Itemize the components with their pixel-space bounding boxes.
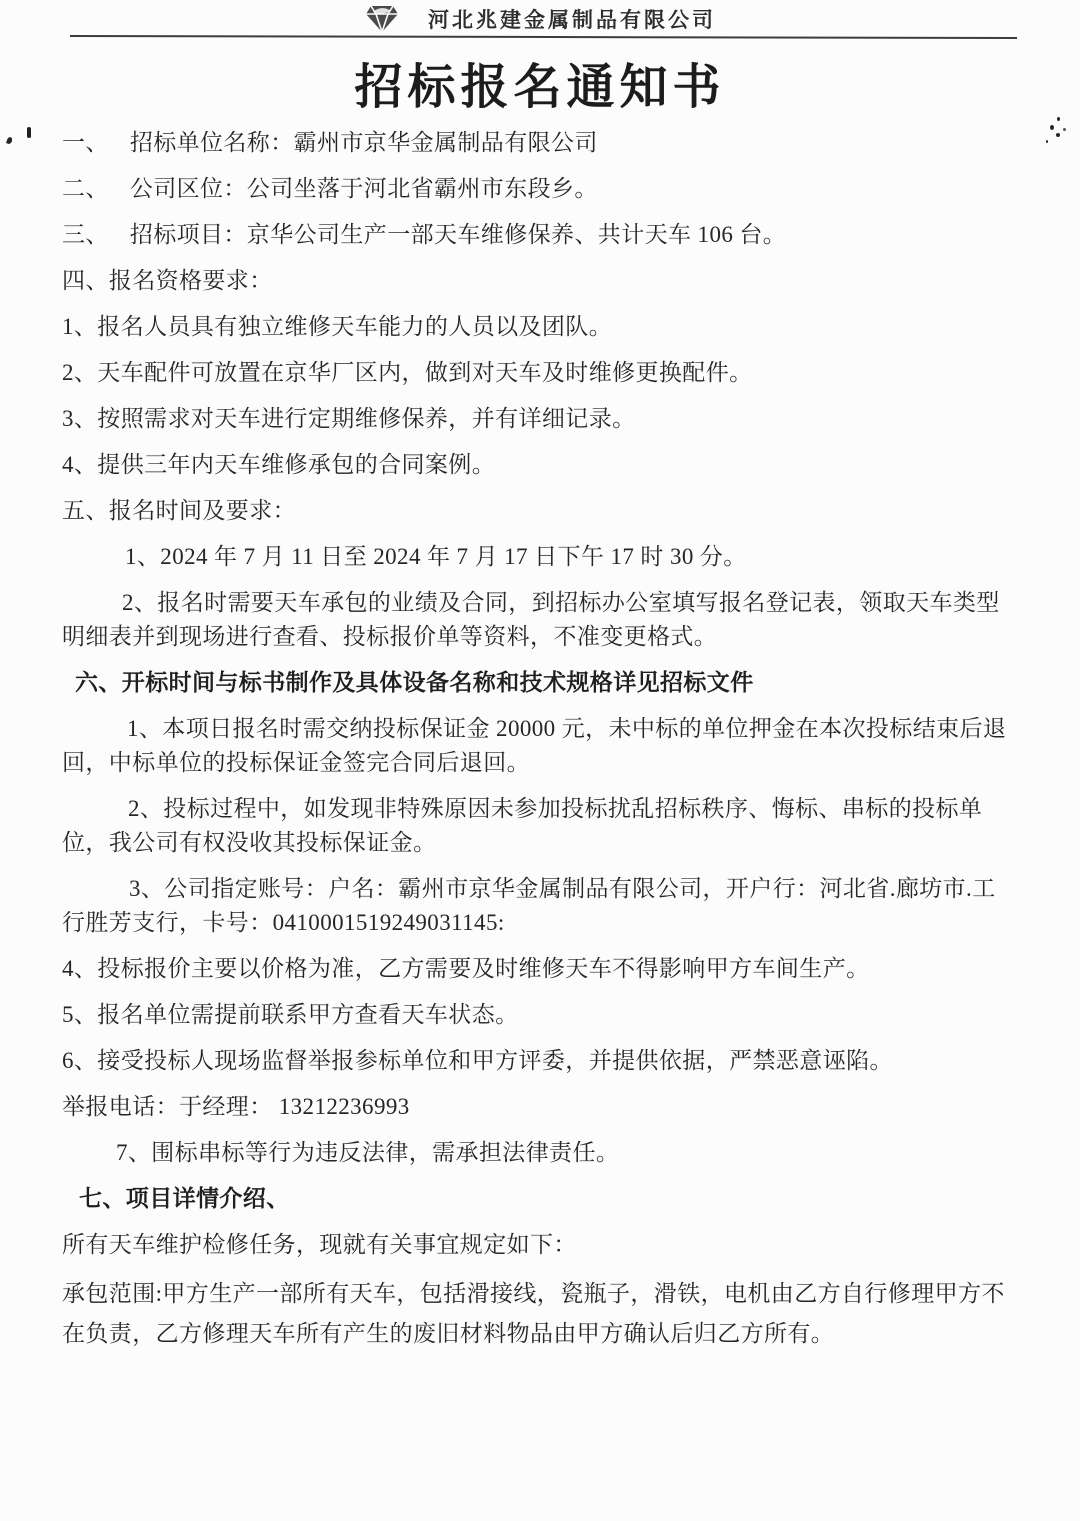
ink-speck: [27, 127, 31, 138]
item-2: [62, 172, 1012, 206]
header-divider: [70, 35, 1017, 39]
section-4-item-2: 2、天车配件可放置在京华厂区内，做到对天车及时维修更换配件。: [62, 360, 753, 385]
section-6-item-7: 7、围标串标等行为违反法律，需承担法律责任。: [116, 1140, 620, 1165]
section-6-item-5: 5、报名单位需提前联系甲方查看天车状态。: [62, 1002, 519, 1027]
diamond-gem-logo-icon: [364, 4, 400, 34]
item-2-number: 二、: [62, 176, 109, 201]
ink-speck: [1056, 133, 1060, 137]
section-4-item-3: 3、按照需求对天车进行定期维修保养，并有详细记录。: [62, 406, 636, 431]
item-3: [62, 218, 1012, 252]
section-6-item-1: 1、本项日报名时需交纳投标保证金 20000 元，未中标的单位押金在本次投标结束后退回，中标单位的投标保证金签完合同后退回。: [62, 716, 1007, 775]
ink-speck: [1063, 128, 1066, 131]
section-7-heading: 七、项目详情介绍、: [79, 1186, 290, 1211]
section-4-item-4: 4、提供三年内天车维修承包的合同案例。: [62, 452, 496, 477]
page-title: 招标报名通知书: [354, 61, 726, 114]
document-body: [62, 126, 1012, 1366]
section-6-item-6: 6、接受投标人现场监督举报参标单位和甲方评委，并提供依据，严禁恶意诬陷。: [62, 1048, 893, 1073]
section-7-scope: 承包范围:甲方生产一部所有天车，包括滑接线，瓷瓶子，滑铁，电机由乙方自行修理甲方不在负责，乙方修理天车所有产生的废旧材料物品由甲方确认后归乙方所有。: [62, 1281, 1005, 1346]
section-6-heading: 六、开标时间与标书制作及具体设备名称和技术规格详见招标文件: [75, 670, 754, 695]
item-1-text: 招标单位名称：霸州市京华金属制品有限公司: [129, 130, 598, 155]
item-3-text: 招标项目：京华公司生产一部天车维修保养、共计天车 106 台。: [129, 222, 787, 247]
ink-speck: [1057, 117, 1060, 121]
ink-speck: [1046, 140, 1048, 143]
ink-speck: [1050, 125, 1054, 130]
section-4-item-1: 1、报名人员具有独立维修天车能力的人员以及团队。: [62, 314, 613, 339]
item-1-number: 一、: [62, 130, 109, 155]
ink-speck: [6, 136, 13, 144]
section-6-item-4: 4、投标报价主要以价格为准，乙方需要及时维修天车不得影响甲方车间生产。: [62, 956, 870, 981]
company-name: 河北兆建金属制品有限公司: [428, 8, 716, 32]
item-3-number: 三、: [62, 222, 109, 247]
document-header: [0, 4, 1080, 34]
section-5-heading: 五、报名时间及要求：: [62, 498, 296, 523]
item-1: [62, 126, 1012, 160]
section-5-item-2: 2、报名时需要天车承包的业绩及合同，到招标办公室填写报名登记表，领取天车类型明细表并到现场进行查看、投标报价单等资料，不准变更格式。: [62, 590, 1000, 649]
section-7-intro: 所有天车维护检修任务，现就有关事宜规定如下：: [62, 1232, 577, 1257]
section-4-heading: 四、报名资格要求：: [62, 268, 273, 293]
section-6-item-2: 2、投标过程中，如发现非特殊原因未参加投标扰乱招标秩序、悔标、串标的投标单位，我公司有权没收其投标保证金。: [62, 796, 983, 855]
section-5-item-1: 1、2024 年 7 月 11 日至 2024 年 7 月 17 日下午 17 时 30 分。: [125, 544, 747, 569]
report-phone-line: 举报电话：于经理： 13212236993: [62, 1094, 410, 1119]
section-6-item-3: 3、公司指定账号：户名：霸州市京华金属制品有限公司，开户行：河北省.廊坊市.工行胜芳支行，卡号：0410001519249031145:: [62, 876, 996, 935]
item-2-text: 公司区位：公司坐落于河北省霸州市东段乡。: [129, 176, 598, 201]
